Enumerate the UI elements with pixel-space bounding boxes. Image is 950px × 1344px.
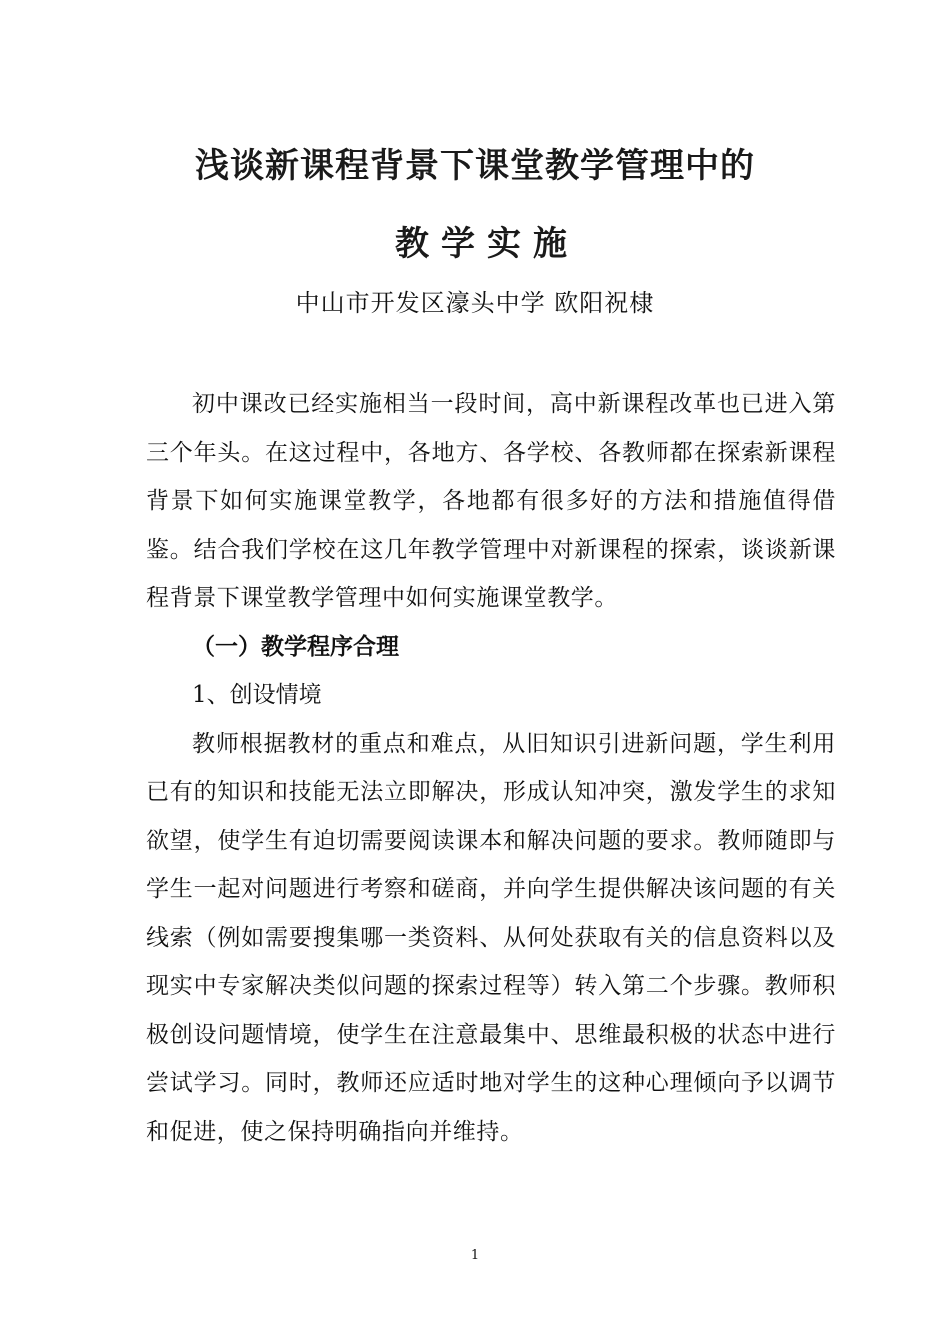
subsection-heading: 1、创设情境 bbox=[192, 682, 322, 708]
document-title-line1: 浅谈新课程背景下课堂教学管理中的 bbox=[195, 146, 755, 186]
intro-paragraph: 初中课改已经实施相当一段时间，高中新课程改革也已进入第三个年头。在这过程中，各地方、各学校、各教师都在探索新课程背景下如何实施课堂教学，各地都有很多好的方法和措施值得借鉴。结合我们学校在这几年教学管理中对新课程的探索，谈谈新课程背景下课堂教学管理中如何实施课堂教学。 bbox=[146, 391, 836, 611]
section-heading: （一）教学程序合理 bbox=[192, 633, 399, 660]
document-title-line2: 教学实施 bbox=[395, 224, 579, 264]
author-line: 中山市开发区濠头中学 欧阳祝棣 bbox=[295, 289, 655, 317]
subsection-paragraph: 教师根据教材的重点和难点，从旧知识引进新问题，学生利用已有的知识和技能无法立即解决，形成认知冲突，激发学生的求知欲望，使学生有迫切需要阅读课本和解决问题的要求。教师随即与学生一起对问题进行考察和磋商，并向学生提供解决该问题的有关线索（例如需要搜集哪一类资料、从何处获取有关的信息资料以及现实中专家解决类似问题的探索过程等）转入第二个步骤。教师积极创设问题情境，使学生在注意最集中、思维最积极的状态中进行尝试学习。同时，教师还应适时地对学生的这种心理倾向予以调节和促进，使之保持明确指向并维持。 bbox=[146, 730, 836, 1145]
document-body bbox=[146, 380, 836, 1156]
page-number: 1 bbox=[470, 1248, 480, 1263]
